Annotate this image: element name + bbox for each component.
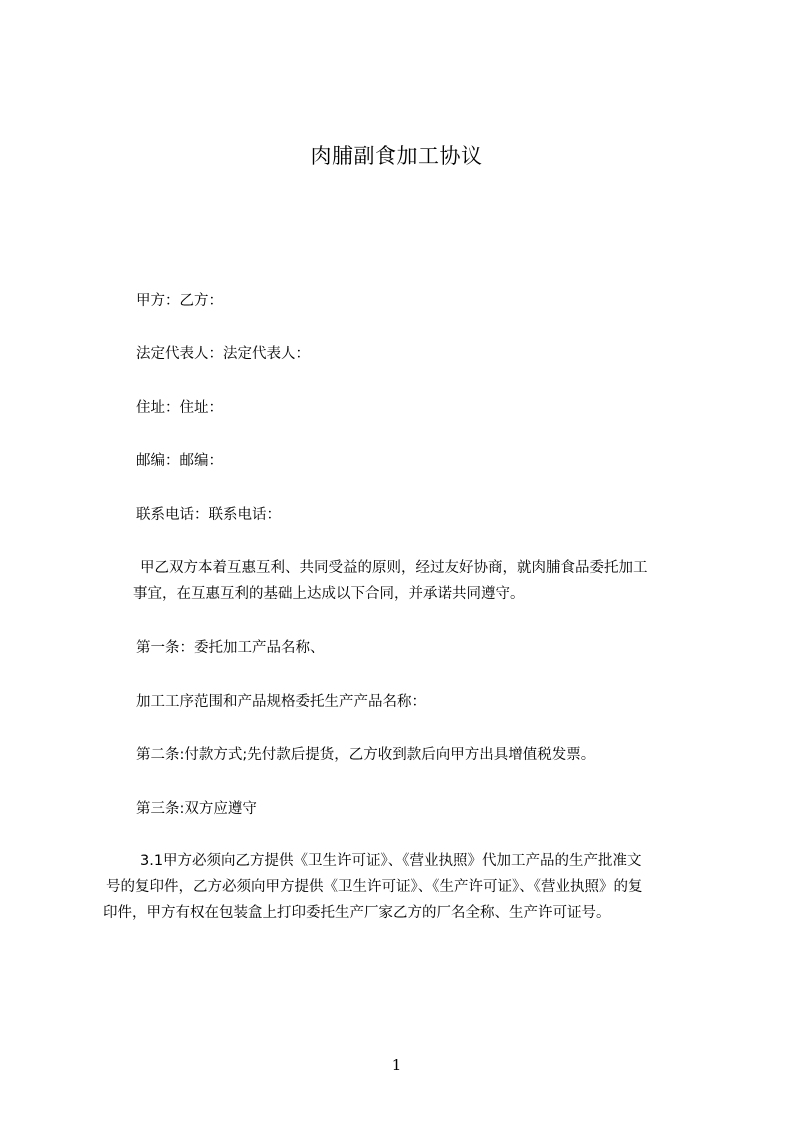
article-1-heading: 第一条：委托加工产品名称、 [136,640,325,656]
legal-representative-line: 法定代表人：法定代表人： [136,346,310,362]
phone-line: 联系电话：联系电话： [136,507,281,523]
postcode-line: 邮编：邮编： [136,453,223,469]
article-1-detail: 加工工序范围和产品规格委托生产产品名称： [136,694,426,710]
intro-line-1: 甲乙双方本着互惠互利、共同受益的原则，经过友好协商，就肉脯食品委托加工 [140,560,648,576]
intro-line-2: 事宜，在互惠互利的基础上达成以下合同，并承诺共同遵守。 [133,586,525,602]
document-title: 肉脯副食加工协议 [310,144,483,168]
page-number: 1 [391,1056,402,1074]
clause-3-1-line-3: 印件，甲方有权在包装盒上打印委托生产厂家乙方的厂名全称、生产许可证号。 [103,905,611,921]
clause-3-1-line-2: 号的复印件，乙方必须向甲方提供《卫生许可证》、《生产许可证》、《营业执照》的复 [106,879,643,895]
address-line: 住址：住址： [136,400,223,416]
clause-3-1-line-1: 3.1甲方必须向乙方提供《卫生许可证》、《营业执照》代加工产品的生产批准文 [140,853,642,869]
parties-line: 甲方：乙方： [136,293,223,309]
article-2-paragraph: 第二条:付款方式;先付款后提货，乙方收到款后向甲方出具增值税发票。 [136,747,596,763]
intro-paragraph [133,555,701,607]
clause-3-1-paragraph [103,848,701,926]
article-3-heading: 第三条:双方应遵守 [136,801,257,817]
